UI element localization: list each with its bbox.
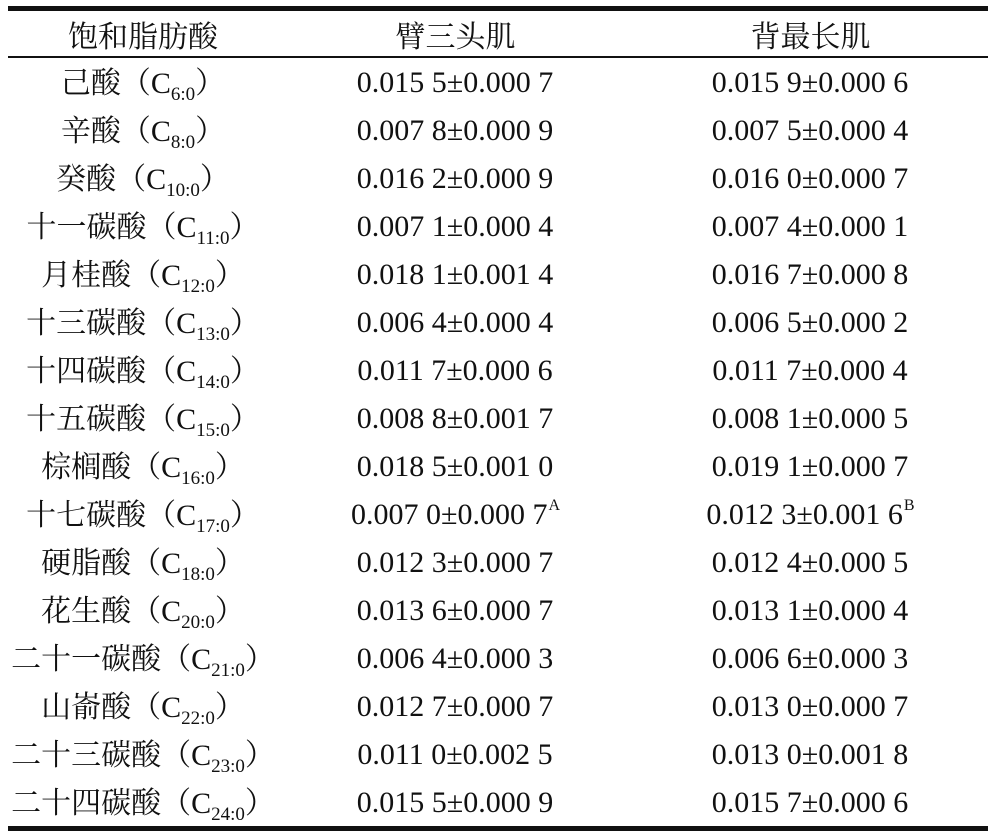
carbon-notation-subscript: 15:0 xyxy=(196,420,230,441)
triceps-cell xyxy=(278,394,633,442)
table-row xyxy=(8,154,988,202)
fatty-acid-name: 己酸（C xyxy=(60,67,171,100)
carbon-notation-subscript: 16:0 xyxy=(181,468,215,489)
fatty-acid-name: 十七碳酸（C xyxy=(26,499,197,532)
fatty-acid-name-cell xyxy=(8,538,278,586)
longissimus-cell xyxy=(633,634,988,682)
fatty-acid-name-cell xyxy=(8,634,278,682)
triceps-value: 0.011 0±0.002 5 xyxy=(357,737,553,771)
longissimus-cell xyxy=(633,586,988,634)
closing-paren: ） xyxy=(244,787,275,820)
fatty-acid-name-cell xyxy=(8,442,278,490)
longissimus-value: 0.013 0±0.001 8 xyxy=(711,737,909,771)
fatty-acid-name-cell xyxy=(8,250,278,298)
fatty-acid-name: 十四碳酸（C xyxy=(26,355,197,388)
longissimus-cell xyxy=(633,730,988,778)
longissimus-cell xyxy=(633,490,988,538)
longissimus-value: 0.007 5±0.000 4 xyxy=(711,113,909,147)
fatty-acid-name-cell xyxy=(8,154,278,202)
header-fatty-acid: 饱和脂肪酸 xyxy=(68,21,218,54)
triceps-value: 0.006 4±0.000 3 xyxy=(356,641,554,675)
table-row xyxy=(8,490,988,538)
triceps-value: 0.008 8±0.001 7 xyxy=(356,401,554,435)
fatty-acid-name: 二十三碳酸（C xyxy=(11,739,212,772)
fatty-acid-name-cell xyxy=(8,394,278,442)
closing-paren: ） xyxy=(214,547,245,580)
carbon-notation-subscript: 11:0 xyxy=(196,228,230,249)
longissimus-cell xyxy=(633,58,988,106)
carbon-notation-subscript: 21:0 xyxy=(211,660,245,681)
table-top-rule xyxy=(8,6,988,11)
closing-paren: ） xyxy=(229,355,260,388)
closing-paren: ） xyxy=(214,259,245,292)
carbon-notation-subscript: 8:0 xyxy=(170,132,196,153)
fatty-acid-name-cell xyxy=(8,778,278,826)
longissimus-value: 0.012 4±0.000 5 xyxy=(711,545,909,579)
carbon-notation-subscript: 10:0 xyxy=(166,180,200,201)
carbon-notation-subscript: 18:0 xyxy=(181,564,215,585)
triceps-value: 0.015 5±0.000 9 xyxy=(356,785,554,819)
carbon-notation-subscript: 14:0 xyxy=(196,372,230,393)
table-row xyxy=(8,106,988,154)
carbon-notation-subscript: 6:0 xyxy=(170,84,196,105)
table-row xyxy=(8,58,988,106)
fatty-acid-name: 十五碳酸（C xyxy=(26,403,197,436)
triceps-cell xyxy=(278,778,633,826)
longissimus-value: 0.019 1±0.000 7 xyxy=(711,449,909,483)
closing-paren: ） xyxy=(244,643,275,676)
closing-paren: ） xyxy=(229,403,260,436)
triceps-value: 0.013 6±0.000 7 xyxy=(356,593,554,627)
triceps-value: 0.012 3±0.000 7 xyxy=(356,545,554,579)
triceps-cell xyxy=(278,442,633,490)
fatty-acid-table-container xyxy=(8,6,988,831)
fatty-acid-name-cell xyxy=(8,490,278,538)
table-row xyxy=(8,778,988,826)
carbon-notation-subscript: 22:0 xyxy=(181,708,215,729)
fatty-acid-name-cell xyxy=(8,682,278,730)
longissimus-cell xyxy=(633,778,988,826)
fatty-acid-name: 月桂酸（C xyxy=(41,259,182,292)
header-longissimus: 背最长肌 xyxy=(750,21,871,54)
fatty-acid-name: 二十一碳酸（C xyxy=(11,643,212,676)
triceps-cell xyxy=(278,682,633,730)
triceps-value: 0.012 7±0.000 7 xyxy=(356,689,554,723)
table-row xyxy=(8,538,988,586)
triceps-cell xyxy=(278,586,633,634)
carbon-notation-subscript: 24:0 xyxy=(211,804,245,825)
triceps-value: 0.016 2±0.000 9 xyxy=(356,161,554,195)
triceps-value: 0.007 8±0.000 9 xyxy=(356,113,554,147)
closing-paren: ） xyxy=(214,691,245,724)
triceps-value: 0.018 1±0.001 4 xyxy=(356,257,554,291)
closing-paren: ） xyxy=(214,595,245,628)
carbon-notation-subscript: 17:0 xyxy=(196,516,230,537)
carbon-notation-subscript: 23:0 xyxy=(211,756,245,777)
table-row xyxy=(8,730,988,778)
fatty-acid-name: 十一碳酸（C xyxy=(26,211,197,244)
fatty-acid-name: 十三碳酸（C xyxy=(26,307,197,340)
carbon-notation-subscript: 20:0 xyxy=(181,612,215,633)
longissimus-cell xyxy=(633,394,988,442)
table-row xyxy=(8,586,988,634)
triceps-value: 0.006 4±0.000 4 xyxy=(356,305,554,339)
triceps-cell xyxy=(278,730,633,778)
triceps-value: 0.007 1±0.000 4 xyxy=(356,209,554,243)
header-triceps: 臂三头肌 xyxy=(395,21,516,54)
closing-paren: ） xyxy=(199,163,230,196)
table-bottom-rule xyxy=(8,826,988,831)
longissimus-value: 0.013 1±0.000 4 xyxy=(711,593,909,627)
table-row xyxy=(8,634,988,682)
closing-paren: ） xyxy=(214,451,245,484)
triceps-cell xyxy=(278,346,633,394)
longissimus-cell xyxy=(633,106,988,154)
triceps-cell xyxy=(278,106,633,154)
table-row xyxy=(8,298,988,346)
longissimus-cell xyxy=(633,442,988,490)
fatty-acid-name-cell xyxy=(8,586,278,634)
triceps-cell xyxy=(278,250,633,298)
carbon-notation-subscript: 13:0 xyxy=(196,324,230,345)
closing-paren: ） xyxy=(195,115,226,148)
longissimus-cell xyxy=(633,298,988,346)
fatty-acid-name: 山嵛酸（C xyxy=(41,691,182,724)
table-row xyxy=(8,442,988,490)
triceps-value: 0.007 0±0.000 7 xyxy=(350,497,548,531)
fatty-acid-name-cell xyxy=(8,106,278,154)
longissimus-value: 0.007 4±0.000 1 xyxy=(711,209,909,243)
fatty-acid-table-body xyxy=(8,58,988,826)
fatty-acid-name-cell xyxy=(8,730,278,778)
longissimus-value: 0.011 7±0.000 4 xyxy=(712,353,908,387)
triceps-cell xyxy=(278,634,633,682)
longissimus-cell xyxy=(633,346,988,394)
longissimus-value: 0.006 5±0.000 2 xyxy=(711,305,909,339)
fatty-acid-table xyxy=(8,12,988,56)
longissimus-value: 0.008 1±0.000 5 xyxy=(711,401,909,435)
triceps-cell xyxy=(278,538,633,586)
triceps-cell xyxy=(278,154,633,202)
fatty-acid-name: 辛酸（C xyxy=(60,115,171,148)
triceps-value: 0.015 5±0.000 7 xyxy=(356,65,554,99)
significance-superscript: A xyxy=(548,496,561,514)
table-row xyxy=(8,394,988,442)
longissimus-value: 0.006 6±0.000 3 xyxy=(711,641,909,675)
closing-paren: ） xyxy=(244,739,275,772)
longissimus-cell xyxy=(633,682,988,730)
closing-paren: ） xyxy=(229,211,260,244)
longissimus-value: 0.015 9±0.000 6 xyxy=(711,65,909,99)
table-row xyxy=(8,250,988,298)
carbon-notation-subscript: 12:0 xyxy=(181,276,215,297)
table-header-row xyxy=(8,12,988,56)
fatty-acid-name: 花生酸（C xyxy=(41,595,182,628)
longissimus-value: 0.016 0±0.000 7 xyxy=(711,161,909,195)
closing-paren: ） xyxy=(229,307,260,340)
longissimus-value: 0.015 7±0.000 6 xyxy=(711,785,909,819)
fatty-acid-name-cell xyxy=(8,58,278,106)
triceps-value: 0.011 7±0.000 6 xyxy=(357,353,553,387)
fatty-acid-name-cell xyxy=(8,346,278,394)
closing-paren: ） xyxy=(229,499,260,532)
fatty-acid-name: 硬脂酸（C xyxy=(41,547,182,580)
triceps-cell xyxy=(278,298,633,346)
significance-superscript: B xyxy=(903,496,915,514)
longissimus-cell xyxy=(633,250,988,298)
longissimus-cell xyxy=(633,538,988,586)
closing-paren: ） xyxy=(195,67,226,100)
longissimus-value: 0.013 0±0.000 7 xyxy=(711,689,909,723)
table-row xyxy=(8,202,988,250)
table-row xyxy=(8,346,988,394)
fatty-acid-name: 二十四碳酸（C xyxy=(11,787,212,820)
fatty-acid-name: 棕榈酸（C xyxy=(41,451,182,484)
fatty-acid-name-cell xyxy=(8,298,278,346)
longissimus-cell xyxy=(633,154,988,202)
longissimus-value: 0.012 3±0.001 6 xyxy=(706,497,903,531)
fatty-acid-name-cell xyxy=(8,202,278,250)
fatty-acid-name: 癸酸（C xyxy=(56,163,167,196)
triceps-cell xyxy=(278,202,633,250)
triceps-cell xyxy=(278,490,633,538)
longissimus-value: 0.016 7±0.000 8 xyxy=(711,257,909,291)
triceps-value: 0.018 5±0.001 0 xyxy=(356,449,554,483)
longissimus-cell xyxy=(633,202,988,250)
triceps-cell xyxy=(278,58,633,106)
table-row xyxy=(8,682,988,730)
